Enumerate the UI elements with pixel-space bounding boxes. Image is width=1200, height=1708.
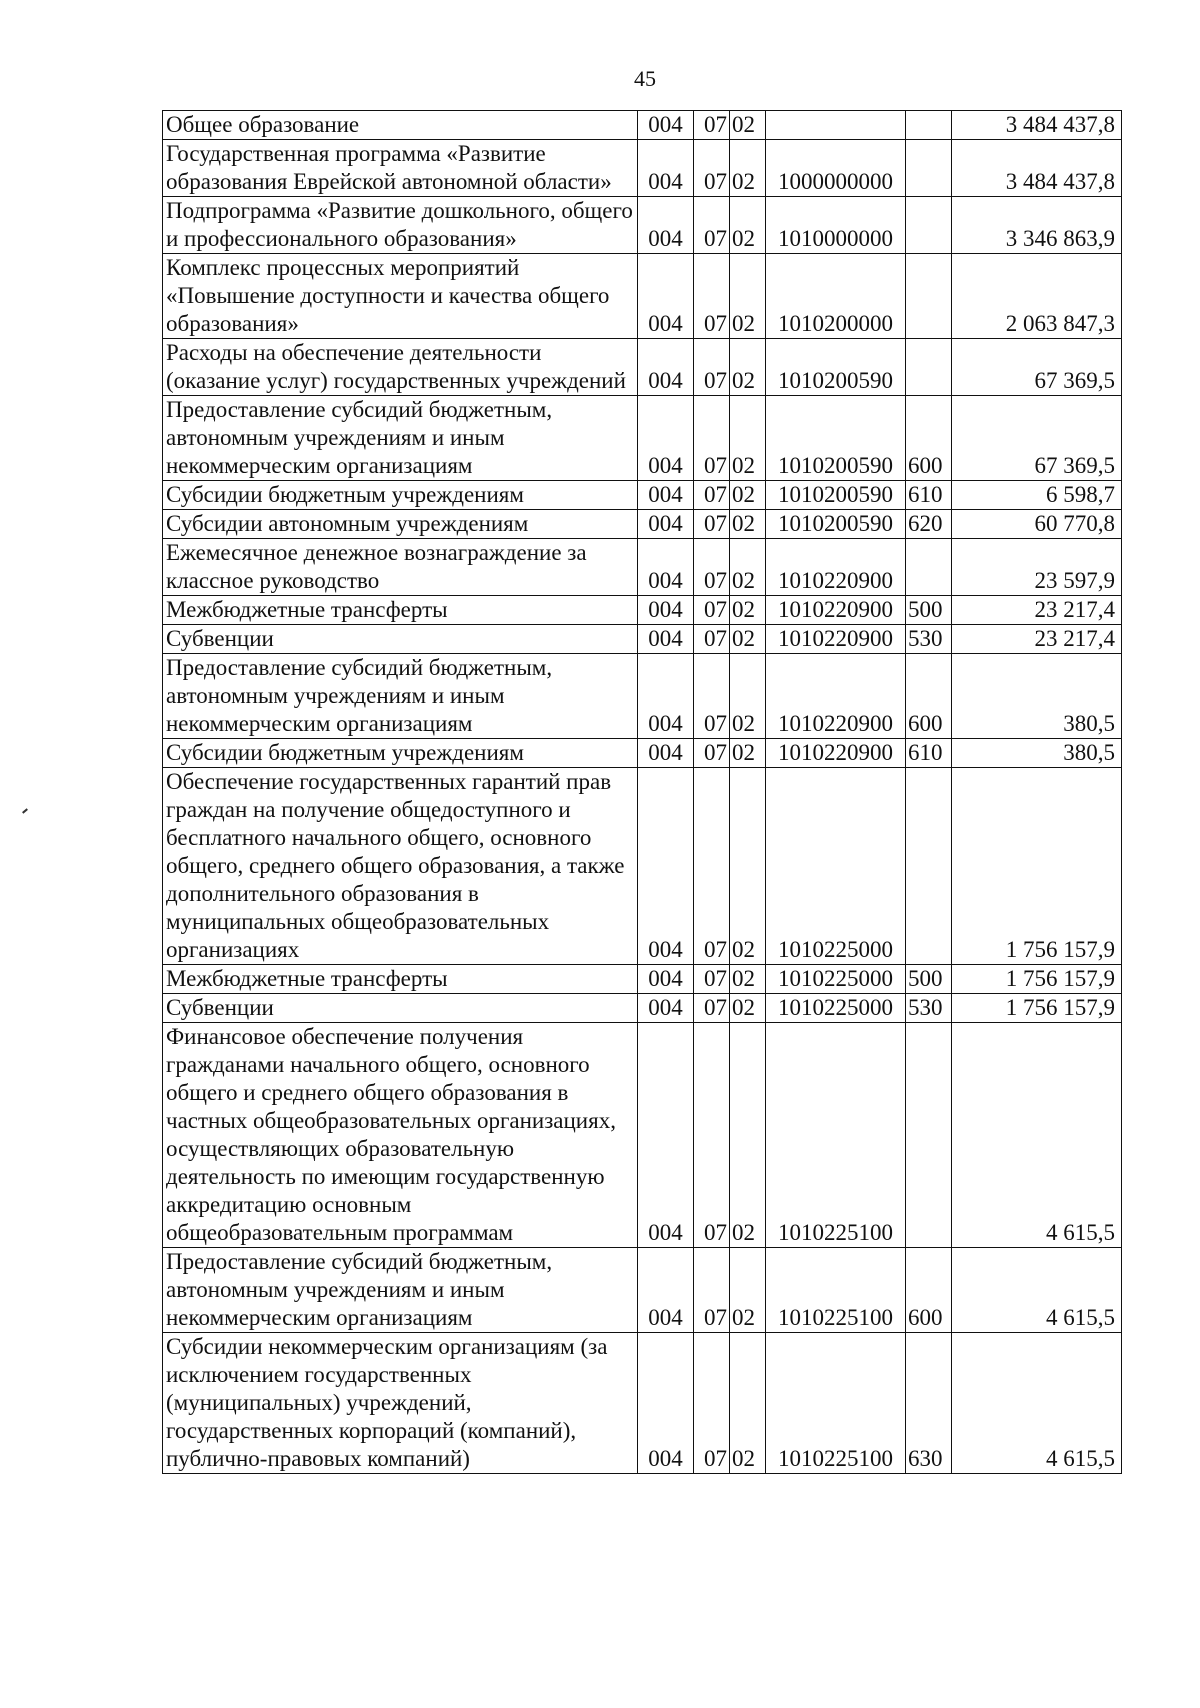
row-name: Предоставление субсидий бюджетным, автономным учреждениям и иным некоммерческим организациям — [163, 396, 638, 481]
amount: 67 369,5 — [952, 339, 1122, 396]
amount: 1 756 157,9 — [952, 994, 1122, 1023]
row-name: Комплекс процессных мероприятий «Повышение доступности и качества общего образования» — [163, 254, 638, 339]
amount: 380,5 — [952, 739, 1122, 768]
ministry-code: 004 — [638, 596, 694, 625]
subsection-code: 02 — [730, 965, 766, 994]
row-name: Субвенции — [163, 625, 638, 654]
row-name: Субсидии бюджетным учреждениям — [163, 481, 638, 510]
table-row — [163, 1023, 1122, 1248]
table-row — [163, 197, 1122, 254]
subsection-code: 02 — [730, 596, 766, 625]
expense-type-code: 500 — [906, 965, 952, 994]
target-article-code: 1010200590 — [766, 339, 906, 396]
subsection-code: 02 — [730, 254, 766, 339]
subsection-code: 02 — [730, 339, 766, 396]
row-name: Ежемесячное денежное вознаграждение за классное руководство — [163, 539, 638, 596]
ministry-code: 004 — [638, 481, 694, 510]
amount: 6 598,7 — [952, 481, 1122, 510]
row-name: Межбюджетные трансферты — [163, 965, 638, 994]
section-code: 07 — [694, 111, 730, 140]
ministry-code: 004 — [638, 739, 694, 768]
table-row — [163, 481, 1122, 510]
table-row — [163, 768, 1122, 965]
table-row — [163, 596, 1122, 625]
section-code: 07 — [694, 654, 730, 739]
table-row — [163, 111, 1122, 140]
subsection-code: 02 — [730, 111, 766, 140]
ministry-code: 004 — [638, 111, 694, 140]
subsection-code: 02 — [730, 739, 766, 768]
table-row — [163, 254, 1122, 339]
page-number: 45 — [634, 66, 656, 91]
ministry-code: 004 — [638, 1023, 694, 1248]
expense-type-code: 630 — [906, 1333, 952, 1474]
target-article-code: 1010225000 — [766, 994, 906, 1023]
table-row — [163, 339, 1122, 396]
ministry-code: 004 — [638, 1248, 694, 1333]
row-name: Общее образование — [163, 111, 638, 140]
target-article-code: 1010225100 — [766, 1333, 906, 1474]
ministry-code: 004 — [638, 396, 694, 481]
section-code: 07 — [694, 739, 730, 768]
section-code: 07 — [694, 339, 730, 396]
row-name: Расходы на обеспечение деятельности (оказание услуг) государственных учреждений — [163, 339, 638, 396]
amount: 3 484 437,8 — [952, 140, 1122, 197]
subsection-code: 02 — [730, 481, 766, 510]
table-row — [163, 140, 1122, 197]
ministry-code: 004 — [638, 254, 694, 339]
section-code: 07 — [694, 197, 730, 254]
target-article-code: 1010200590 — [766, 396, 906, 481]
amount: 23 217,4 — [952, 596, 1122, 625]
subsection-code: 02 — [730, 197, 766, 254]
expense-type-code — [906, 140, 952, 197]
subsection-code: 02 — [730, 396, 766, 481]
target-article-code: 1010220900 — [766, 539, 906, 596]
section-code: 07 — [694, 1333, 730, 1474]
target-article-code: 1010200590 — [766, 481, 906, 510]
target-article-code: 1010225000 — [766, 768, 906, 965]
table-row — [163, 739, 1122, 768]
expense-type-code: 610 — [906, 739, 952, 768]
section-code: 07 — [694, 481, 730, 510]
amount: 60 770,8 — [952, 510, 1122, 539]
target-article-code: 1010220900 — [766, 596, 906, 625]
section-code: 07 — [694, 994, 730, 1023]
subsection-code: 02 — [730, 1023, 766, 1248]
ministry-code: 004 — [638, 994, 694, 1023]
expense-type-code — [906, 1023, 952, 1248]
row-name: Субсидии автономным учреждениям — [163, 510, 638, 539]
expense-type-code: 600 — [906, 396, 952, 481]
section-code: 07 — [694, 596, 730, 625]
subsection-code: 02 — [730, 994, 766, 1023]
section-code: 07 — [694, 965, 730, 994]
section-code: 07 — [694, 254, 730, 339]
table-row — [163, 965, 1122, 994]
expense-type-code: 610 — [906, 481, 952, 510]
expense-type-code: 530 — [906, 625, 952, 654]
target-article-code: 1010200000 — [766, 254, 906, 339]
table-row — [163, 1333, 1122, 1474]
row-name: Предоставление субсидий бюджетным, автономным учреждениям и иным некоммерческим организациям — [163, 654, 638, 739]
expense-type-code: 620 — [906, 510, 952, 539]
expense-type-code — [906, 768, 952, 965]
amount: 4 615,5 — [952, 1333, 1122, 1474]
section-code: 07 — [694, 510, 730, 539]
subsection-code: 02 — [730, 510, 766, 539]
row-name: Финансовое обеспечение получения гражданами начального общего, основного общего и среднего общего образования в частных общеобразовательных организациях, осуществляющих образовательную деятельность по имеющим государственную аккредитацию основным общеобразовательным программам — [163, 1023, 638, 1248]
ministry-code: 004 — [638, 1333, 694, 1474]
section-code: 07 — [694, 140, 730, 197]
ministry-code: 004 — [638, 140, 694, 197]
section-code: 07 — [694, 1023, 730, 1248]
amount: 380,5 — [952, 654, 1122, 739]
section-code: 07 — [694, 625, 730, 654]
section-code: 07 — [694, 396, 730, 481]
target-article-code: 1010225000 — [766, 965, 906, 994]
subsection-code: 02 — [730, 1248, 766, 1333]
subsection-code: 02 — [730, 768, 766, 965]
target-article-code: 1010220900 — [766, 625, 906, 654]
expense-type-code: 600 — [906, 654, 952, 739]
amount: 23 597,9 — [952, 539, 1122, 596]
ministry-code: 004 — [638, 539, 694, 596]
amount: 23 217,4 — [952, 625, 1122, 654]
target-article-code: 1000000000 — [766, 140, 906, 197]
target-article-code: 1010220900 — [766, 739, 906, 768]
target-article-code: 1010225100 — [766, 1248, 906, 1333]
margin-mark — [22, 808, 28, 813]
expense-type-code — [906, 254, 952, 339]
row-name: Обеспечение государственных гарантий прав граждан на получение общедоступного и бесплатного начального общего, основного общего, среднего общего образования, а также дополнительного образования в муниципальных общеобразовательных организациях — [163, 768, 638, 965]
row-name: Подпрограмма «Развитие дошкольного, общего и профессионального образования» — [163, 197, 638, 254]
expense-type-code — [906, 197, 952, 254]
budget-table — [162, 110, 1122, 1474]
row-name: Межбюджетные трансферты — [163, 596, 638, 625]
expense-type-code: 500 — [906, 596, 952, 625]
amount: 3 346 863,9 — [952, 197, 1122, 254]
target-article-code — [766, 111, 906, 140]
row-name: Субсидии некоммерческим организациям (за исключением государственных (муниципальных) учреждений, государственных корпораций (компаний), публично-правовых компаний) — [163, 1333, 638, 1474]
table-row — [163, 396, 1122, 481]
section-code: 07 — [694, 539, 730, 596]
table-row — [163, 1248, 1122, 1333]
expense-type-code: 530 — [906, 994, 952, 1023]
row-name: Субвенции — [163, 994, 638, 1023]
amount: 2 063 847,3 — [952, 254, 1122, 339]
amount: 67 369,5 — [952, 396, 1122, 481]
expense-type-code — [906, 539, 952, 596]
table-row — [163, 994, 1122, 1023]
table-row — [163, 510, 1122, 539]
target-article-code: 1010220900 — [766, 654, 906, 739]
ministry-code: 004 — [638, 654, 694, 739]
row-name: Субсидии бюджетным учреждениям — [163, 739, 638, 768]
table-row — [163, 539, 1122, 596]
amount: 1 756 157,9 — [952, 965, 1122, 994]
ministry-code: 004 — [638, 625, 694, 654]
target-article-code: 1010000000 — [766, 197, 906, 254]
expense-type-code — [906, 339, 952, 396]
amount: 3 484 437,8 — [952, 111, 1122, 140]
expense-type-code: 600 — [906, 1248, 952, 1333]
target-article-code: 1010200590 — [766, 510, 906, 539]
target-article-code: 1010225100 — [766, 1023, 906, 1248]
amount: 4 615,5 — [952, 1248, 1122, 1333]
subsection-code: 02 — [730, 654, 766, 739]
subsection-code: 02 — [730, 625, 766, 654]
table-row — [163, 654, 1122, 739]
expense-type-code — [906, 111, 952, 140]
amount: 4 615,5 — [952, 1023, 1122, 1248]
row-name: Государственная программа «Развитие образования Еврейской автономной области» — [163, 140, 638, 197]
subsection-code: 02 — [730, 140, 766, 197]
ministry-code: 004 — [638, 768, 694, 965]
ministry-code: 004 — [638, 510, 694, 539]
subsection-code: 02 — [730, 1333, 766, 1474]
subsection-code: 02 — [730, 539, 766, 596]
section-code: 07 — [694, 768, 730, 965]
ministry-code: 004 — [638, 197, 694, 254]
amount: 1 756 157,9 — [952, 768, 1122, 965]
row-name: Предоставление субсидий бюджетным, автономным учреждениям и иным некоммерческим организациям — [163, 1248, 638, 1333]
ministry-code: 004 — [638, 965, 694, 994]
section-code: 07 — [694, 1248, 730, 1333]
table-row — [163, 625, 1122, 654]
table-body — [163, 111, 1122, 1474]
ministry-code: 004 — [638, 339, 694, 396]
